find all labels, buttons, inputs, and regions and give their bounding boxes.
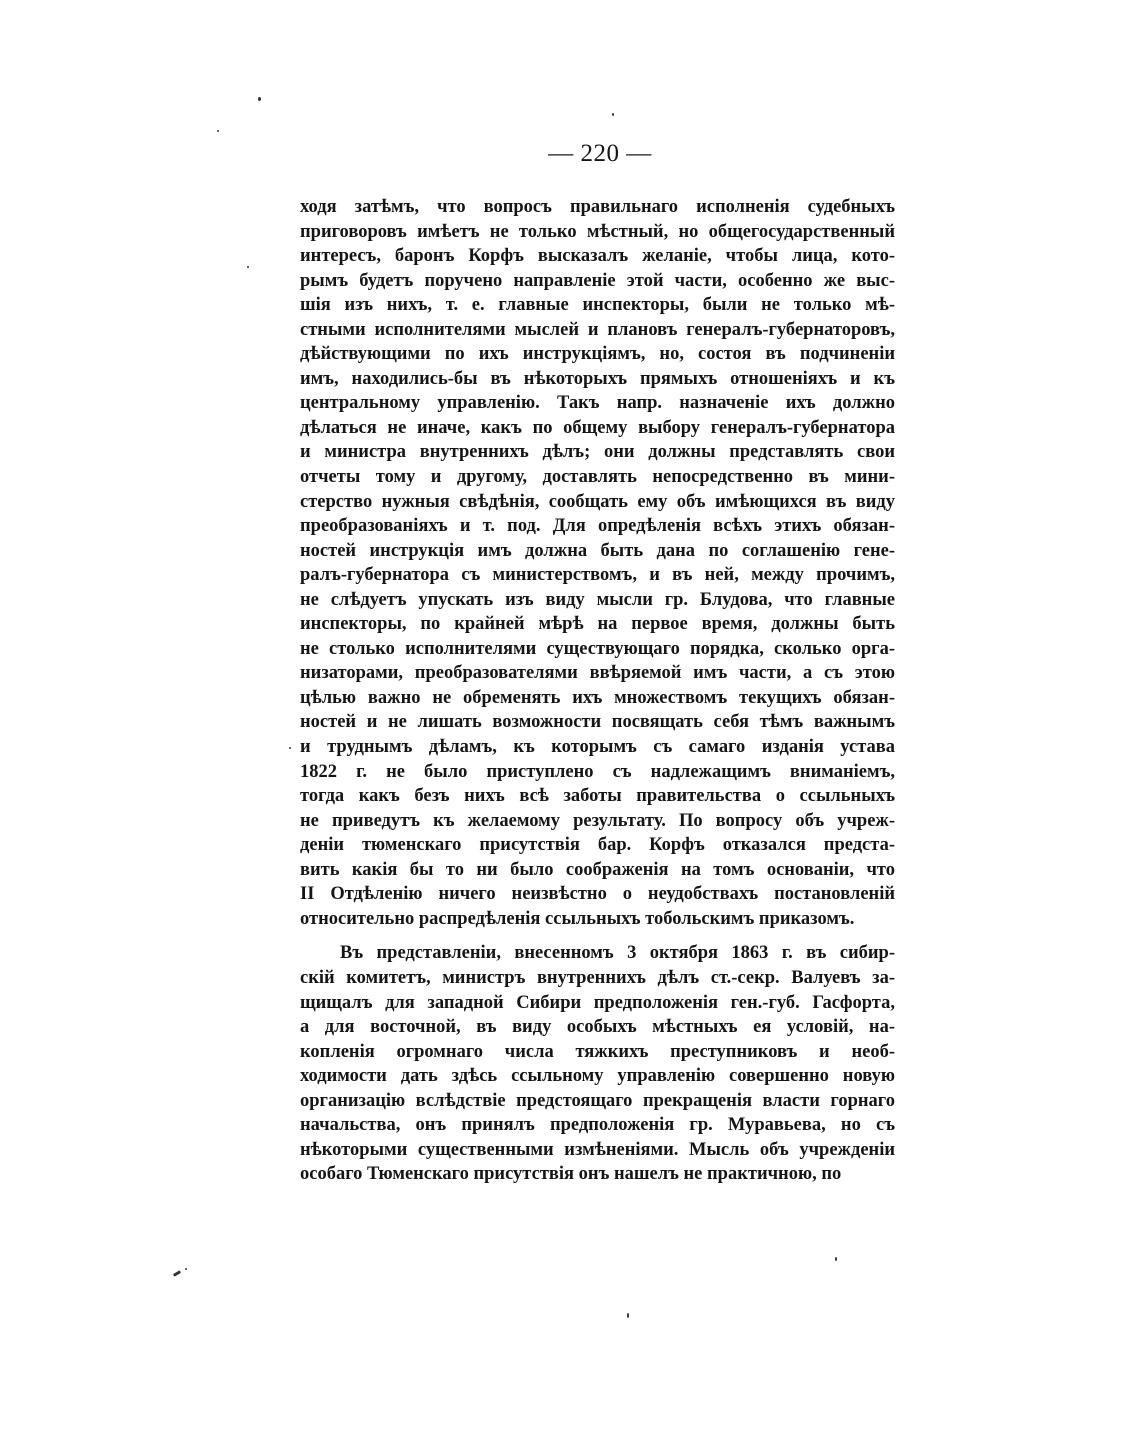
text-line: ралъ-губернатора съ министерствомъ, и въ ней, между прочимъ, [300,565,895,586]
text-line: ходя затѣмъ, что вопросъ правильнаго исполненія судебныхъ [300,197,895,217]
page-number: — 220 — [548,140,652,167]
text-line: интересъ, баронъ Корфъ высказалъ желаніе, чтобы лица, кото- [300,246,895,267]
paragraph-1 [300,195,895,931]
text-line: 1822 г. не было приступлено съ надлежащимъ вниманіемъ, [300,761,895,782]
scan-speck [185,1268,187,1270]
text-line: рымъ будетъ поручено направленіе этой части, особенно же выс- [300,270,895,291]
text-line: II Отдѣленію ничего неизвѣстно о неудобствахъ постановленій [300,884,895,905]
text-line: и труднымъ дѣламъ, къ которымъ съ самаго изданія устава [300,737,895,758]
text-line: стерство нужныя свѣдѣнія, сообщать ему объ имѣющихся въ виду [300,491,895,512]
text-line: не столько исполнителями существующаго порядка, сколько орга- [300,638,895,659]
text-line: шія изъ нихъ, т. е. главные инспекторы, были не только мѣ- [300,295,895,316]
scan-speck [173,1270,181,1277]
text-line: организацію вслѣдствіе предстоящаго прекращенія власти горнаго [300,1090,895,1111]
text-line: и министра внутреннихъ дѣлъ; они должны представлять свои [300,442,895,463]
text-line: инспекторы, по крайней мѣрѣ на первое время, должны быть [300,614,895,635]
text-line: тогда какъ безъ нихъ всѣ заботы правительства о ссыльныхъ [300,786,895,807]
scan-speck [627,1313,629,1318]
text-line: приговоровъ имѣетъ не только мѣстный, но общегосударственный [300,221,895,242]
text-line: а для восточной, въ виду особыхъ мѣстныхъ ея условій, на- [300,1017,895,1038]
text-line: низаторами, преобразователями ввѣряемой имъ части, а съ этою [300,663,895,684]
text-line: стными исполнителями мыслей и плановъ генералъ-губернаторовъ, [300,319,895,340]
text-line: вить какія бы то ни было соображенія на томъ основаніи, что [300,859,895,880]
text-line: отчеты тому и другому, доставлять непосредственно въ мини- [300,467,895,488]
scan-speck [612,113,614,116]
text-line: цѣлью важно не обременять ихъ множествомъ текущихъ обязан- [300,687,895,708]
text-line: начальства, онъ принялъ предположенія гр. Муравьева, но съ [300,1115,895,1136]
text-line: не слѣдуетъ упускать изъ виду мысли гр. Блудова, что главные [300,589,895,610]
paragraph-gap [300,931,895,941]
text-line: дѣйствующими по ихъ инструкціямъ, но, состоя въ подчиненіи [300,344,895,365]
text-line: преобразованіяхъ и т. под. Для опредѣленія всѣхъ этихъ обязан- [300,516,895,537]
text-line: ностей и не лишать возможности посвящать себя тѣмъ важнымъ [300,712,895,733]
scan-speck [247,266,249,268]
text-line: Въ представленіи, внесенномъ 3 октября 1863 г. въ сибир- [340,943,895,964]
text-line: относительно распредѣленія ссыльныхъ тобольскимъ приказомъ. [300,908,855,929]
text-line: нѣкоторыми существенными измѣненіями. Мысль объ учрежденіи [300,1139,895,1160]
scan-speck [289,747,291,749]
scan-speck [835,1257,837,1261]
text-line: щищалъ для западной Сибири предположенія ген.-губ. Гасфорта, [300,992,895,1013]
body-text [300,195,895,1187]
text-line: деніи тюменскаго присутствія бар. Корфъ отказался предста- [300,835,895,856]
text-line: ходимости дать здѣсь ссыльному управленію совершенно новую [300,1066,895,1087]
text-line: не приведутъ къ желаемому результату. По вопросу объ учреж- [300,810,895,831]
paragraph-2 [300,941,895,1186]
text-line: скій комитетъ, министръ внутреннихъ дѣлъ ст.-секр. Валуевъ за- [300,967,895,988]
text-line: особаго Тюменскаго присутствія онъ нашелъ не практичною, по [300,1164,842,1185]
text-line: ностей инструкція имъ должна быть дана по соглашенію гене- [300,540,895,561]
text-line: имъ, находились-бы въ нѣкоторыхъ прямыхъ отношеніяхъ и къ [300,368,895,389]
scan-speck [217,130,219,132]
text-line: центральному управленію. Такъ напр. назначеніе ихъ должно [300,393,895,414]
text-line: дѣлаться не иначе, какъ по общему выбору генералъ-губернатора [300,417,895,438]
text-line: копленія огромнаго числа тяжкихъ преступниковъ и необ- [300,1041,895,1062]
scan-speck [258,97,261,101]
